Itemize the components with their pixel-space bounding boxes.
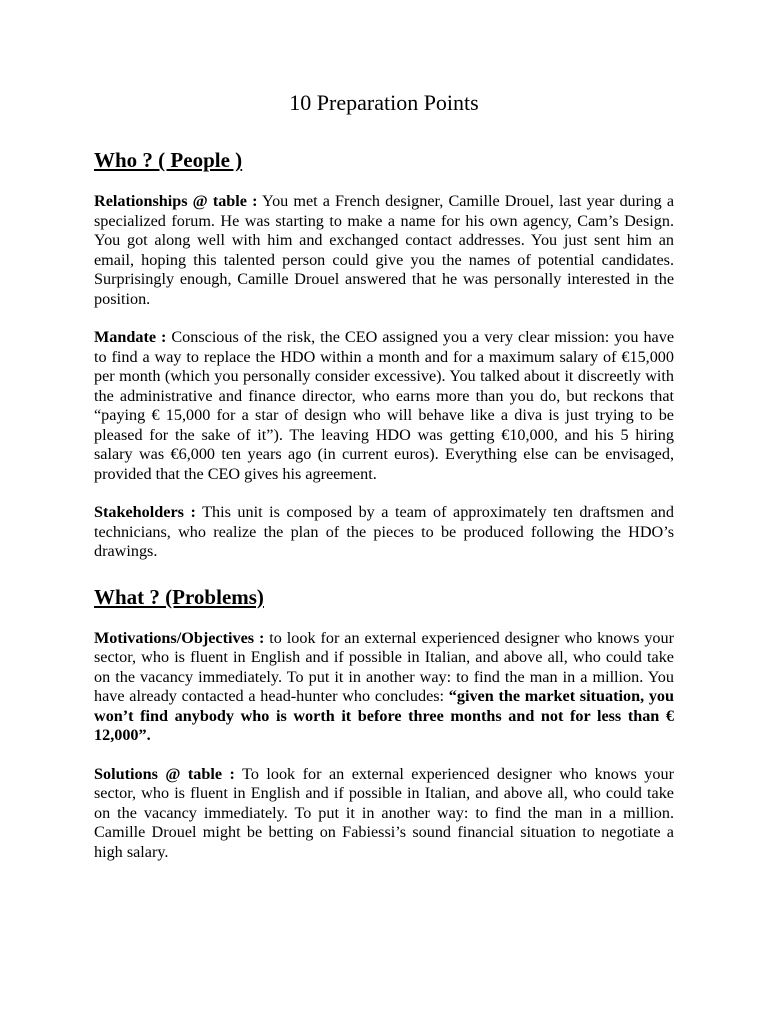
document-page (94, 88, 674, 881)
paragraph-text: to look for an external experienced designer who knows your sector, who is fluent in English and if possible in Italian, and above all, who could take on the vacancy immediately. To put it in another way: to find the man in a million. You have already contacted a head-hunter who concludes: (94, 628, 674, 705)
paragraph-quote: “given the market situation, you won’t find anybody who is worth it before three months and not for less than € 12,000”. (94, 687, 675, 744)
paragraph-solutions (94, 765, 674, 863)
paragraph-lead: Mandate : (94, 328, 167, 346)
paragraph-mandate (94, 328, 674, 484)
paragraph-text: Conscious of the risk, the CEO assigned you a very clear mission: you have to find a way to replace the HDO within a month and for a maximum salary of €15,000 per month (which you personally consider excessive). You talked about it discreetly with the administrative and finance director, who earns more than you do, but reckons that “paying € 15,000 for a star of design who will behave like a diva is just trying to be pleased for the sake of it”). The leaving HDO was getting €10,000, and his 5 hiring salary was €6,000 ten years ago (in current euros). Everything else can be envisaged, provided that the CEO gives his agreement. (94, 328, 674, 483)
paragraph-relationships (94, 192, 674, 309)
paragraph-stakeholders (94, 503, 674, 562)
paragraph-lead: Motivations/Objectives : (94, 628, 265, 647)
document-title: 10 Preparation Points (289, 90, 479, 115)
section-heading-who: Who ? ( People ) (94, 148, 243, 172)
paragraph-lead: Solutions @ table : (94, 764, 235, 783)
paragraph-motivations (94, 629, 674, 746)
section-heading-what: What ? (Problems) (94, 584, 264, 609)
paragraph-lead: Stakeholders : (94, 503, 196, 521)
paragraph-text: You met a French designer, Camille Drouel, last year during a specialized forum. He was starting to make a name for his own agency, Cam’s Design. You got along well with him and exchanged contact addresses. You just sent him an email, hoping this talented person could give you the names of potential candidates. Surprisingly enough, Camille Drouel answered that he was personally interested in the position. (94, 192, 675, 308)
paragraph-text: This unit is composed by a team of approximately ten draftsmen and technicians, who realize the plan of the pieces to be produced following the HDO’s drawings. (94, 503, 674, 560)
paragraph-text: To look for an external experienced designer who knows your sector, who is fluent in English and if possible in Italian, and above all, who could take on the vacancy immediately. To put it in another way: to find the man in a million. Camille Drouel might be betting on Fabiessi’s sound financial situation to negotiate a high salary. (94, 764, 674, 861)
paragraph-lead: Relationships @ table : (94, 192, 258, 210)
